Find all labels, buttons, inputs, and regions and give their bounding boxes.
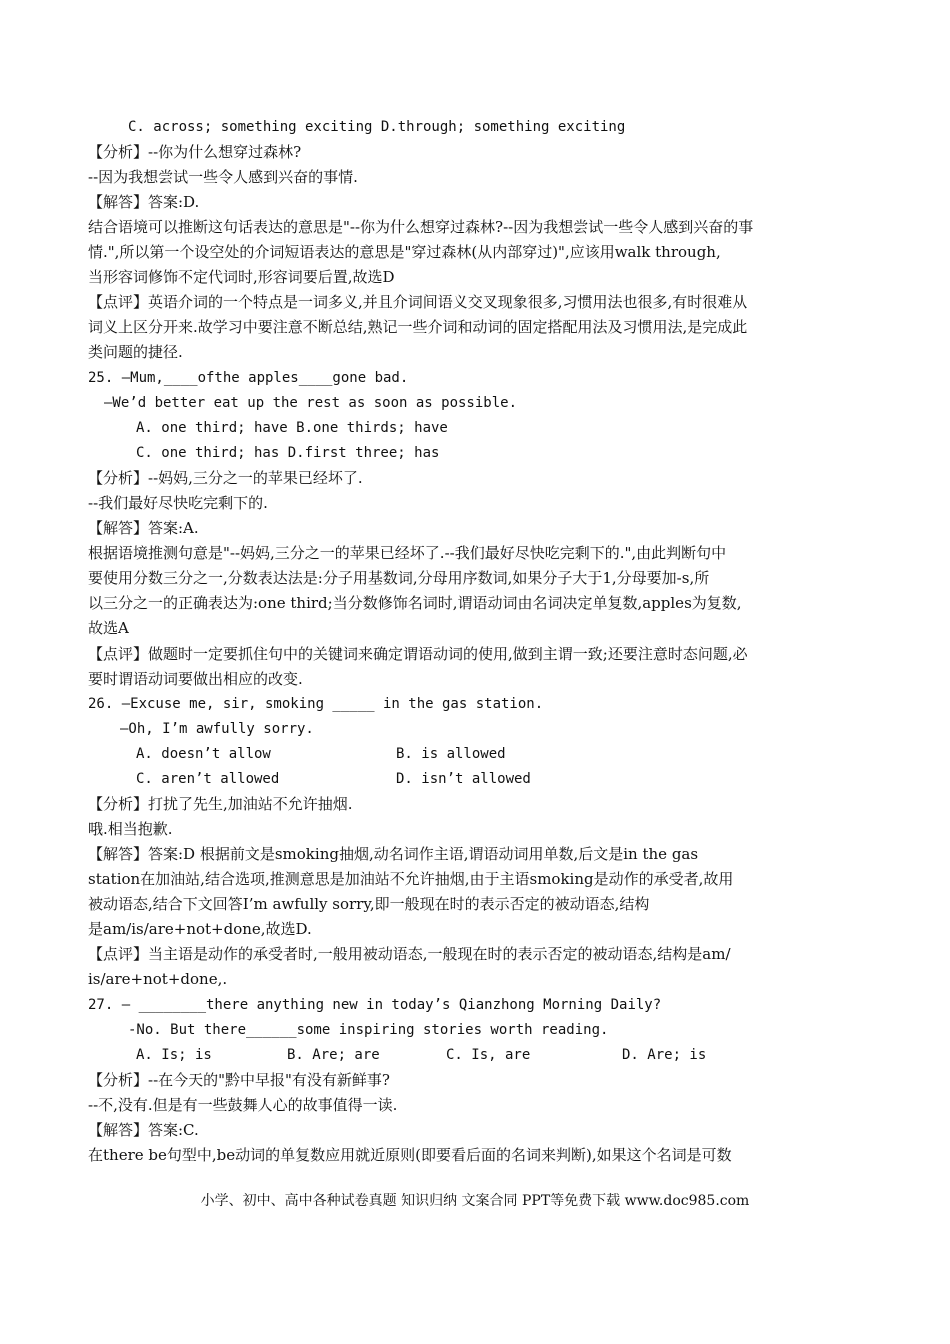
text-line: 【点评】做题时一定要抓住句中的关键词来确定谓语动词的使用,做到主谓一致;还要注意时态问题,必 — [88, 645, 748, 663]
text-line: 被动语态,结合下文回答I’m awfully sorry,即一般现在时的表示否定的被动语态,结构 — [88, 895, 650, 913]
text-line: 【解答】答案:D. — [88, 193, 200, 211]
text-line: 【解答】答案:A. — [88, 519, 199, 537]
text-line: 根据语境推测句意是"--妈妈,三分之一的苹果已经坏了.--我们最好尽快吃完剩下的.",由此判断句中 — [88, 544, 727, 562]
text-line: —We’d better eat up the rest as soon as possible. — [104, 395, 518, 411]
text-line: 结合语境可以推断这句话表达的意思是"--你为什么想穿过森林?--因为我想尝试一些令人感到兴奋的事 — [88, 218, 754, 236]
question-26: 26. —Excuse me, sir, smoking _____ in the gas station. — [88, 696, 544, 712]
text-line: 故选A — [88, 619, 129, 637]
text-line: 是am/is/are+not+done,故选D. — [88, 920, 312, 938]
text-line: C. across; something exciting D.through; something exciting — [128, 119, 626, 135]
question-25: 25. —Mum,____ofthe apples____gone bad. — [88, 370, 409, 386]
option-d: D. isn’t allowed — [396, 771, 531, 787]
option-b: B. is allowed — [396, 746, 506, 762]
text-line: 【点评】英语介词的一个特点是一词多义,并且介词间语义交叉现象很多,习惯用法也很多,有时很难从 — [88, 293, 748, 311]
option-a: A. doesn’t allow — [136, 746, 271, 762]
text-line: is/are+not+done,. — [88, 970, 228, 988]
text-line: 要使用分数三分之一,分数表达法是:分子用基数词,分母用序数词,如果分子大于1,分母要加-s,所 — [88, 569, 710, 587]
text-line: -No. But there______some inspiring stories worth reading. — [128, 1022, 609, 1038]
text-line: 在there be句型中,be动词的单复数应用就近原则(即要看后面的名词来判断),如果这个名词是可数 — [88, 1146, 732, 1164]
page-footer: 小学、初中、高中各种试卷真题 知识归纳 文案合同 PPT等免费下载 www.doc985.com — [200, 1193, 750, 1209]
option-d: D. Are; is — [622, 1047, 707, 1063]
text-line: 【分析】--在今天的"黔中早报"有没有新鲜事? — [88, 1071, 390, 1089]
text-line: 情.",所以第一个设空处的介词短语表达的意思是"穿过森林(从内部穿过)",应该用walk through, — [88, 243, 721, 261]
option-a: A. Is; is — [136, 1047, 212, 1063]
option-line: C. one third; has D.first three; has — [136, 445, 440, 461]
text-line: 哦.相当抱歉. — [88, 820, 173, 838]
text-line: 当形容词修饰不定代词时,形容词要后置,故选D — [88, 268, 395, 286]
text-line: station在加油站,结合选项,推测意思是加油站不允许抽烟,由于主语smoking是动作的承受者,故用 — [88, 870, 734, 888]
text-line: --因为我想尝试一些令人感到兴奋的事情. — [88, 168, 358, 186]
text-line: 词义上区分开来.故学习中要注意不断总结,熟记一些介词和动词的固定搭配用法及习惯用法,是完成此 — [88, 318, 748, 336]
text-line: 【点评】当主语是动作的承受者时,一般用被动语态,一般现在时的表示否定的被动语态,结构是am/ — [88, 945, 731, 963]
text-line: —Oh, I’m awfully sorry. — [120, 721, 314, 737]
text-line: 以三分之一的正确表达为:one third;当分数修饰名词时,谓语动词由名词决定单复数,apples为复数, — [88, 594, 742, 612]
text-line: 【解答】答案:C. — [88, 1121, 199, 1139]
text-line: --不,没有.但是有一些鼓舞人心的故事值得一读. — [88, 1096, 398, 1114]
text-line: 类问题的捷径. — [88, 343, 183, 361]
option-c: C. Is, are — [446, 1047, 531, 1063]
text-line: 【分析】--你为什么想穿过森林? — [88, 143, 302, 161]
text-line: 【解答】答案:D 根据前文是smoking抽烟,动名词作主语,谓语动词用单数,后文是in the gas — [88, 845, 699, 863]
option-b: B. Are; are — [287, 1047, 380, 1063]
text-line: --我们最好尽快吃完剩下的. — [88, 494, 268, 512]
text-line: 要时谓语动词要做出相应的改变. — [88, 670, 303, 688]
text-line: 【分析】--妈妈,三分之一的苹果已经坏了. — [88, 469, 363, 487]
option-line: A. one third; have B.one thirds; have — [136, 420, 448, 436]
question-27: 27. — ________there anything new in today’s Qianzhong Morning Daily? — [88, 997, 662, 1013]
text-line: 【分析】打扰了先生,加油站不允许抽烟. — [88, 795, 353, 813]
option-c: C. aren’t allowed — [136, 771, 280, 787]
